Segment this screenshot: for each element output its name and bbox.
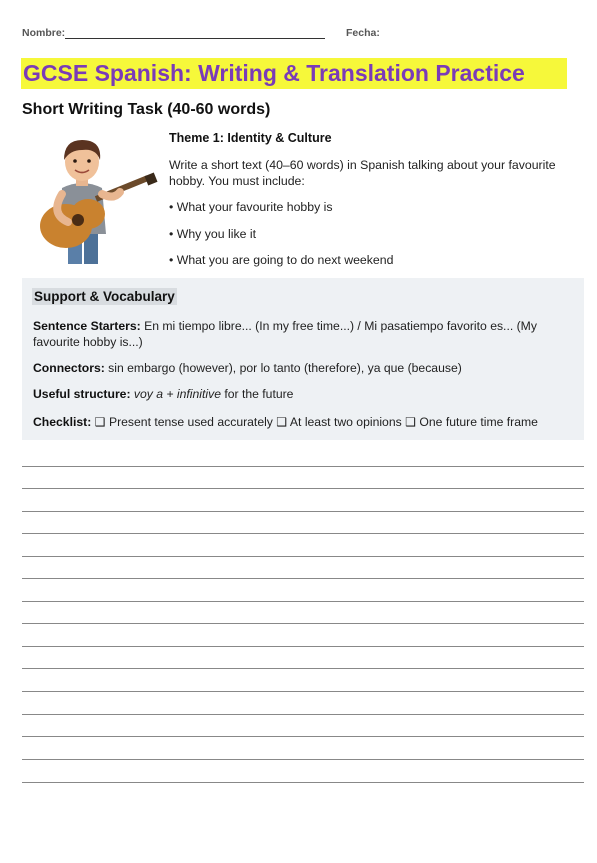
section-subtitle: Short Writing Task (40-60 words) — [22, 101, 271, 118]
writing-line[interactable] — [22, 736, 584, 737]
support-vocabulary-box — [22, 278, 584, 440]
date-field — [346, 27, 380, 39]
structure-label: Useful structure: — [33, 387, 131, 401]
checklist-label: Checklist: — [33, 415, 92, 429]
writing-line[interactable] — [22, 646, 584, 647]
writing-line[interactable] — [22, 601, 584, 602]
writing-line[interactable] — [22, 668, 584, 669]
writing-line[interactable] — [22, 782, 584, 783]
writing-line[interactable] — [22, 759, 584, 760]
name-blank-line[interactable] — [65, 28, 325, 39]
writing-line[interactable] — [22, 691, 584, 692]
page-title: GCSE Spanish: Writing & Translation Practice — [21, 58, 567, 89]
starters-text: En mi tiempo libre... (In my free time...) / Mi pasatiempo favorito es... (My favourite hobby is...) — [33, 319, 537, 349]
support-title: Support & Vocabulary — [34, 289, 175, 304]
writing-line[interactable] — [22, 533, 584, 534]
task-instructions: Write a short text (40–60 words) in Spanish talking about your favourite hobby. You must include: — [169, 158, 556, 188]
checklist-text: ❑ Present tense used accurately ❑ At least two opinions ❑ One future time frame — [91, 415, 538, 429]
writing-line[interactable] — [22, 556, 584, 557]
structure-text: for the future — [220, 387, 294, 401]
writing-line[interactable] — [22, 511, 584, 512]
starters-label: Sentence Starters: — [33, 319, 141, 333]
writing-line[interactable] — [22, 466, 584, 467]
task-bullet: • Why you like it — [169, 227, 256, 241]
task-bullet: • What your favourite hobby is — [169, 200, 333, 214]
checklist — [33, 414, 573, 430]
structure-italic: voy a + infinitive — [130, 387, 221, 401]
sentence-starters — [33, 318, 573, 350]
connectors-text: sin embargo (however), por lo tanto (therefore), ya que (because) — [104, 361, 462, 375]
writing-line[interactable] — [22, 488, 584, 489]
boy-playing-guitar-illustration — [22, 130, 158, 266]
name-field — [22, 27, 325, 39]
writing-line[interactable] — [22, 578, 584, 579]
writing-line[interactable] — [22, 714, 584, 715]
connectors — [33, 360, 573, 376]
name-label: Nombre: — [22, 27, 66, 39]
writing-line[interactable] — [22, 623, 584, 624]
connectors-label: Connectors: — [33, 361, 105, 375]
theme-heading: Theme 1: Identity & Culture — [169, 131, 332, 145]
date-label: Fecha: — [346, 27, 380, 39]
task-bullet: • What you are going to do next weekend — [169, 253, 394, 267]
useful-structure — [33, 386, 573, 402]
